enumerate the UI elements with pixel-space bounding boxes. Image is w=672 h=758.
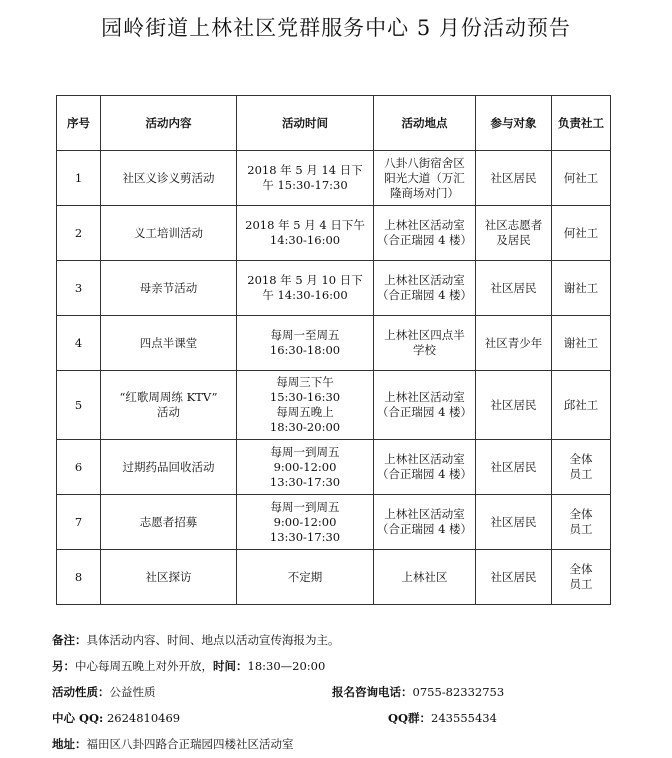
note-phone xyxy=(332,684,504,700)
cell-content xyxy=(101,550,237,605)
cell-worker xyxy=(552,440,611,495)
cell-target-line: 社区居民 xyxy=(490,397,537,412)
cell-target-line: 社区青少年 xyxy=(484,335,543,350)
cell-content-line: “红歌周周练 KTV” xyxy=(119,390,218,404)
qq-label: 中心 QQ: xyxy=(52,711,104,725)
opening-label: 另： xyxy=(52,659,75,673)
cell-place-line: （合正瑞园 4 楼） xyxy=(376,405,473,419)
cell-place-line: 上林社区活动室 xyxy=(384,507,465,521)
cell-place-line: 上林社区活动室 xyxy=(384,452,465,466)
cell-worker-line: 员工 xyxy=(569,577,593,591)
address-value: 福田区八卦四路合正瑞园四楼社区活动室 xyxy=(86,737,294,751)
cell-time xyxy=(237,550,374,605)
cell-place-line: 八卦八街宿舍区 xyxy=(384,155,465,170)
header-time: 活动时间 xyxy=(237,96,374,151)
cell-target xyxy=(476,316,552,371)
cell-content xyxy=(101,371,237,440)
cell-place xyxy=(374,550,476,605)
cell-time-line: 午 14:30-16:00 xyxy=(262,288,348,302)
table-header-row xyxy=(57,96,611,151)
activity-table xyxy=(56,95,611,605)
remark-text: 具体活动内容、时间、地点以活动宣传海报为主。 xyxy=(86,633,340,647)
cell-worker-line: 谢社工 xyxy=(563,280,599,295)
remark-label: 备注： xyxy=(52,633,87,647)
header-worker: 负责社工 xyxy=(552,96,611,151)
cell-content-line: 义工培训活动 xyxy=(134,225,203,240)
cell-content-line: 活动 xyxy=(157,405,180,419)
cell-content xyxy=(101,151,237,206)
cell-time-line: 16:30-18:00 xyxy=(269,343,341,357)
cell-content xyxy=(101,495,237,550)
cell-no: 1 xyxy=(57,151,101,206)
cell-no: 4 xyxy=(57,316,101,371)
cell-time-line: 14:30-16:00 xyxy=(269,233,341,247)
cell-target xyxy=(476,550,552,605)
cell-no: 6 xyxy=(57,440,101,495)
note-remark xyxy=(52,632,340,648)
table-body xyxy=(57,151,611,605)
header-no: 序号 xyxy=(57,96,101,151)
cell-worker-line: 谢社工 xyxy=(563,335,599,350)
cell-time-line: 13:30-17:30 xyxy=(269,529,341,544)
cell-time-line: 9:00-12:00 xyxy=(273,514,337,529)
header-place: 活动地点 xyxy=(374,96,476,151)
nature-label: 活动性质： xyxy=(52,685,110,699)
phone-label: 报名咨询电话： xyxy=(332,685,413,699)
cell-place-line: （合正瑞园 4 楼） xyxy=(376,522,473,536)
cell-place xyxy=(374,206,476,261)
cell-place-line: （合正瑞园 4 楼） xyxy=(376,233,473,247)
cell-place xyxy=(374,495,476,550)
cell-time-line: 2018 年 5 月 10 日下 xyxy=(247,273,363,287)
cell-target xyxy=(476,495,552,550)
cell-time-line: 2018 年 5 月 4 日下午 xyxy=(245,218,365,232)
cell-target xyxy=(476,440,552,495)
cell-worker xyxy=(552,206,611,261)
note-nature xyxy=(52,684,156,700)
qq-value: 2624810469 xyxy=(106,711,181,725)
table-row xyxy=(57,261,611,316)
cell-target xyxy=(476,206,552,261)
cell-worker-line: 全体 xyxy=(569,452,593,466)
cell-no: 7 xyxy=(57,495,101,550)
cell-time-line: 9:00-12:00 xyxy=(273,459,337,474)
cell-place-line: 阳光大道（万汇 xyxy=(384,170,465,185)
cell-time-line: 15:30-16:30 xyxy=(269,390,341,404)
cell-time xyxy=(237,371,374,440)
table-row xyxy=(57,151,611,206)
cell-time-line: 13:30-17:30 xyxy=(269,474,341,489)
cell-worker-line: 员工 xyxy=(569,467,593,481)
cell-target-line: 社区居民 xyxy=(490,280,537,295)
cell-worker xyxy=(552,550,611,605)
cell-worker-line: 全体 xyxy=(569,507,593,521)
cell-time xyxy=(237,495,374,550)
cell-time-line: 每周一至周五 xyxy=(270,328,340,342)
cell-worker-line: 何社工 xyxy=(563,225,599,240)
opening-text: 中心每周五晚上对外开放， xyxy=(75,659,213,673)
cell-no: 2 xyxy=(57,206,101,261)
cell-time-line: 18:30-20:00 xyxy=(269,420,341,434)
cell-time-line: 午 15:30-17:30 xyxy=(262,178,348,192)
cell-worker-line: 邱社工 xyxy=(563,397,599,412)
cell-worker-line: 何社工 xyxy=(563,170,599,185)
cell-content-line: 四点半课堂 xyxy=(139,335,198,350)
cell-target-line: 社区志愿者 xyxy=(484,218,543,232)
cell-target-line: 社区居民 xyxy=(490,569,537,584)
cell-place-line: 隆商场对门） xyxy=(390,185,459,200)
nature-value: 公益性质 xyxy=(109,685,156,699)
table-row xyxy=(57,550,611,605)
cell-time-line: 每周三下午 xyxy=(276,375,334,389)
cell-no: 5 xyxy=(57,371,101,440)
cell-content xyxy=(101,206,237,261)
cell-time xyxy=(237,206,374,261)
note-qq xyxy=(52,710,180,726)
cell-time xyxy=(237,261,374,316)
cell-place-line: 上林社区 xyxy=(401,569,448,584)
cell-target xyxy=(476,371,552,440)
cell-place-line: 上林社区活动室 xyxy=(384,390,465,404)
note-opening xyxy=(52,658,325,674)
cell-content xyxy=(101,261,237,316)
cell-time-line: 不定期 xyxy=(287,569,323,584)
cell-time xyxy=(237,151,374,206)
opening-time-value: 18:30—20:00 xyxy=(247,659,326,673)
header-target: 参与对象 xyxy=(476,96,552,151)
page-title: 园岭街道上林社区党群服务中心 5 月份活动预告 xyxy=(101,16,571,40)
cell-time-line: 每周一到周五 xyxy=(270,444,340,459)
cell-target-line: 社区居民 xyxy=(490,170,537,185)
cell-place-line: （合正瑞园 4 楼） xyxy=(376,288,473,302)
cell-content-line: 社区义诊义剪活动 xyxy=(122,170,215,185)
cell-worker xyxy=(552,495,611,550)
cell-place xyxy=(374,371,476,440)
cell-worker xyxy=(552,371,611,440)
phone-value: 0755-82332753 xyxy=(412,685,505,699)
table-row xyxy=(57,440,611,495)
cell-content-line: 志愿者招募 xyxy=(139,514,198,529)
cell-worker xyxy=(552,261,611,316)
cell-worker xyxy=(552,316,611,371)
cell-worker-line: 员工 xyxy=(569,522,593,536)
cell-content xyxy=(101,316,237,371)
cell-time xyxy=(237,440,374,495)
cell-place-line: 上林社区活动室 xyxy=(384,218,465,232)
table-row xyxy=(57,495,611,550)
opening-time-label: 时间： xyxy=(213,659,248,673)
cell-time xyxy=(237,316,374,371)
cell-time-line: 每周五晚上 xyxy=(276,405,334,419)
cell-place-line: （合正瑞园 4 楼） xyxy=(376,467,473,481)
qqgroup-value: 243555434 xyxy=(431,711,497,725)
cell-target xyxy=(476,261,552,316)
cell-place xyxy=(374,440,476,495)
cell-place-line: 上林社区活动室 xyxy=(384,273,465,287)
cell-place-line: 上林社区四点半 xyxy=(384,328,465,342)
cell-no: 3 xyxy=(57,261,101,316)
cell-content-line: 社区探访 xyxy=(145,569,192,584)
note-address xyxy=(52,736,294,752)
table-row xyxy=(57,316,611,371)
cell-worker-line: 全体 xyxy=(569,562,593,576)
cell-place xyxy=(374,316,476,371)
note-qqgroup xyxy=(388,710,497,726)
cell-place xyxy=(374,151,476,206)
cell-content-line: 母亲节活动 xyxy=(139,280,198,295)
cell-place xyxy=(374,261,476,316)
cell-target-line: 及居民 xyxy=(496,233,531,247)
address-label: 地址： xyxy=(52,737,87,751)
cell-worker xyxy=(552,151,611,206)
cell-target xyxy=(476,151,552,206)
cell-content xyxy=(101,440,237,495)
qqgroup-label: QQ群： xyxy=(388,711,432,725)
cell-target-line: 社区居民 xyxy=(490,514,537,529)
cell-target-line: 社区居民 xyxy=(490,459,537,474)
header-content: 活动内容 xyxy=(101,96,237,151)
cell-place-line: 学校 xyxy=(413,343,436,357)
table-row xyxy=(57,206,611,261)
cell-content-line: 过期药品回收活动 xyxy=(122,459,215,474)
cell-time-line: 2018 年 5 月 14 日下 xyxy=(247,163,363,177)
cell-no: 8 xyxy=(57,550,101,605)
cell-time-line: 每周一到周五 xyxy=(270,499,340,514)
table-row xyxy=(57,371,611,440)
